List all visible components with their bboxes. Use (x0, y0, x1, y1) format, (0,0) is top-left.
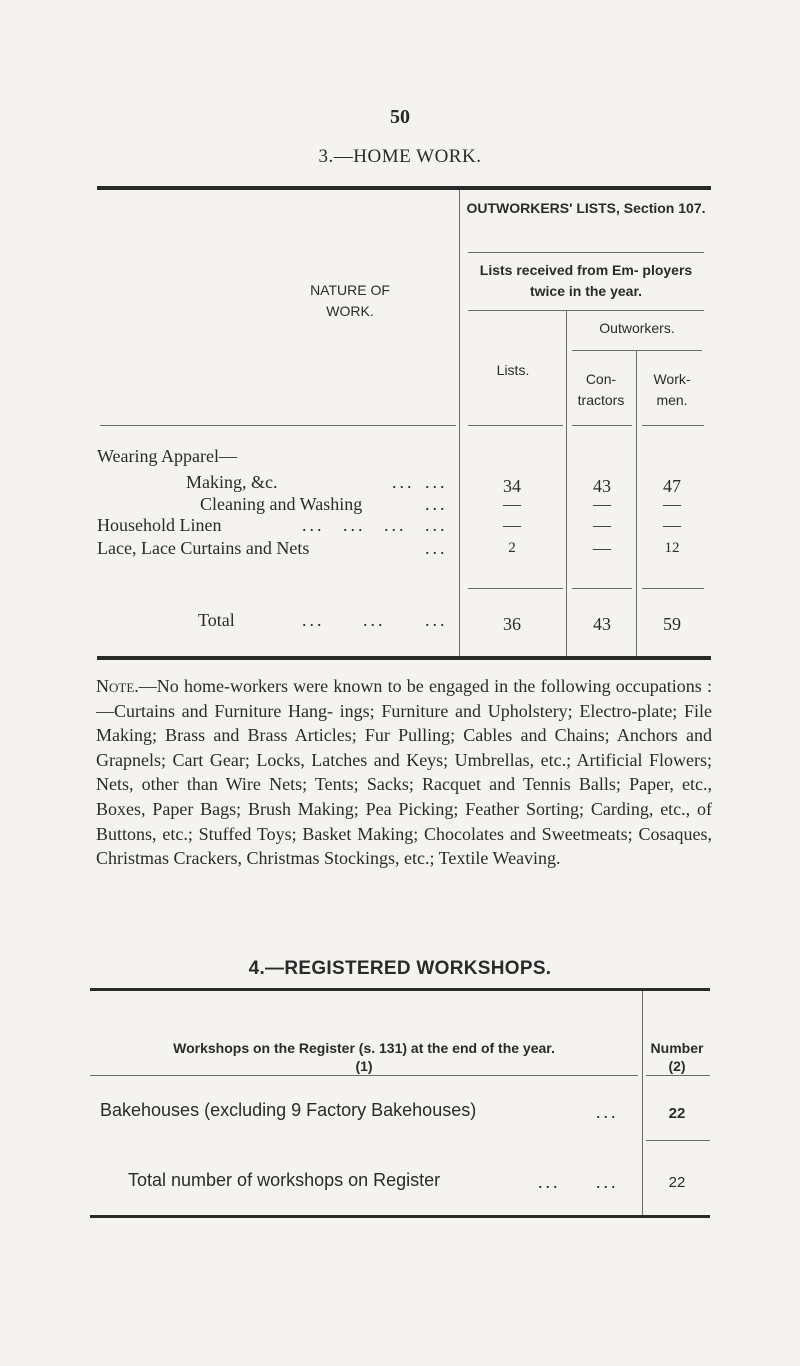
leader-dots: ... (343, 515, 366, 535)
cell-workmen: — (663, 515, 681, 535)
col2-header: Number (650, 1040, 704, 1056)
leader-dots: ... (425, 538, 448, 558)
col2-number: (2) (668, 1058, 686, 1074)
leader-dots: ... (596, 1172, 619, 1192)
leader-dots: ... (425, 494, 448, 514)
header-outworkers: Outworkers. (599, 320, 675, 336)
row-label: Bakehouses (excluding 9 Factory Bakehouses) (100, 1100, 477, 1120)
page-number: 50 (390, 106, 410, 128)
cell-lists: — (503, 515, 521, 535)
total-contractors: 43 (593, 614, 611, 634)
cell-lists: 2 (508, 540, 516, 556)
cell-workmen: 47 (663, 476, 681, 496)
cell-workmen: — (663, 494, 681, 514)
total-lists: 36 (503, 614, 521, 634)
note-paragraph (96, 674, 712, 871)
cell-lists: 34 (503, 476, 521, 496)
cell-contractors: 43 (593, 476, 611, 496)
note-text: —No home-workers were known to be engaged in the following occupations :—Curtains and Furniture Hang- ings; Furniture and Upholstery; Electro-plate; File Making; Brass and Brass Articles; Fur Pulling; Cables and Chains; Anchors and Grapnels; Cart Gear; Locks, Latches and Keys; Umbrellas, etc.; Artificial Flowers; Nets, other than Wire Nets; Tents; Sacks; Racquet and Tennis Balls; Paper, etc., Boxes, Paper Bags; Brush Making; Pea Picking; Feather Sorting; Carding, etc., of Buttons, etc.; Stuffed Toys; Basket Making; Chocolates and Sweetmeats; Cosaques, Christmas Crackers, Christmas Stockings, etc.; Textile Weaving. (96, 676, 712, 869)
cell-bakehouses: 22 (668, 1105, 686, 1122)
header-contractors: Con- tractors (577, 371, 625, 408)
leader-dots: ... (538, 1172, 561, 1192)
leader-dots: ... (392, 472, 415, 492)
leader-dots: ... (363, 610, 386, 630)
leader-dots: ... (425, 472, 448, 492)
header-outworkers-lists: OUTWORKERS' LISTS, Section 107. (466, 200, 706, 216)
col1-number: (1) (355, 1058, 373, 1074)
cell-contractors: — (593, 494, 611, 514)
leader-dots: ... (302, 610, 325, 630)
section-4-title: 4.—REGISTERED WORKSHOPS. (248, 958, 552, 979)
row-label: Lace, Lace Curtains and Nets (97, 538, 310, 558)
row-label: Total number of workshops on Register (128, 1170, 441, 1190)
header-workmen: Work- men. (653, 371, 691, 408)
leader-dots: ... (425, 515, 448, 535)
category-label: Wearing Apparel— (97, 446, 238, 466)
header-lists: Lists. (496, 362, 530, 378)
total-label: Total (198, 610, 235, 630)
col1-header: Workshops on the Register (s. 131) at the end of the year. (173, 1040, 555, 1056)
note-label: Note. (96, 676, 139, 696)
cell-contractors: — (593, 515, 611, 535)
leader-dots: ... (425, 610, 448, 630)
header-lists-received: Lists received from Em- ployers twice in the year. (479, 262, 693, 299)
row-label: Cleaning and Washing (200, 494, 363, 514)
cell-contractors: — (593, 538, 611, 558)
section-3-title: 3.—HOME WORK. (318, 146, 482, 167)
cell-lists: — (503, 494, 521, 514)
row-label: Household Linen (97, 515, 222, 535)
cell-total-workshops: 22 (668, 1174, 686, 1191)
row-label: Making, &c. (186, 472, 278, 492)
leader-dots: ... (596, 1102, 619, 1122)
leader-dots: ... (302, 515, 325, 535)
total-workmen: 59 (663, 614, 681, 634)
header-nature-of-work: NATURE OF WORK. (310, 282, 390, 319)
leader-dots: ... (384, 515, 407, 535)
cell-workmen: 12 (664, 540, 680, 556)
